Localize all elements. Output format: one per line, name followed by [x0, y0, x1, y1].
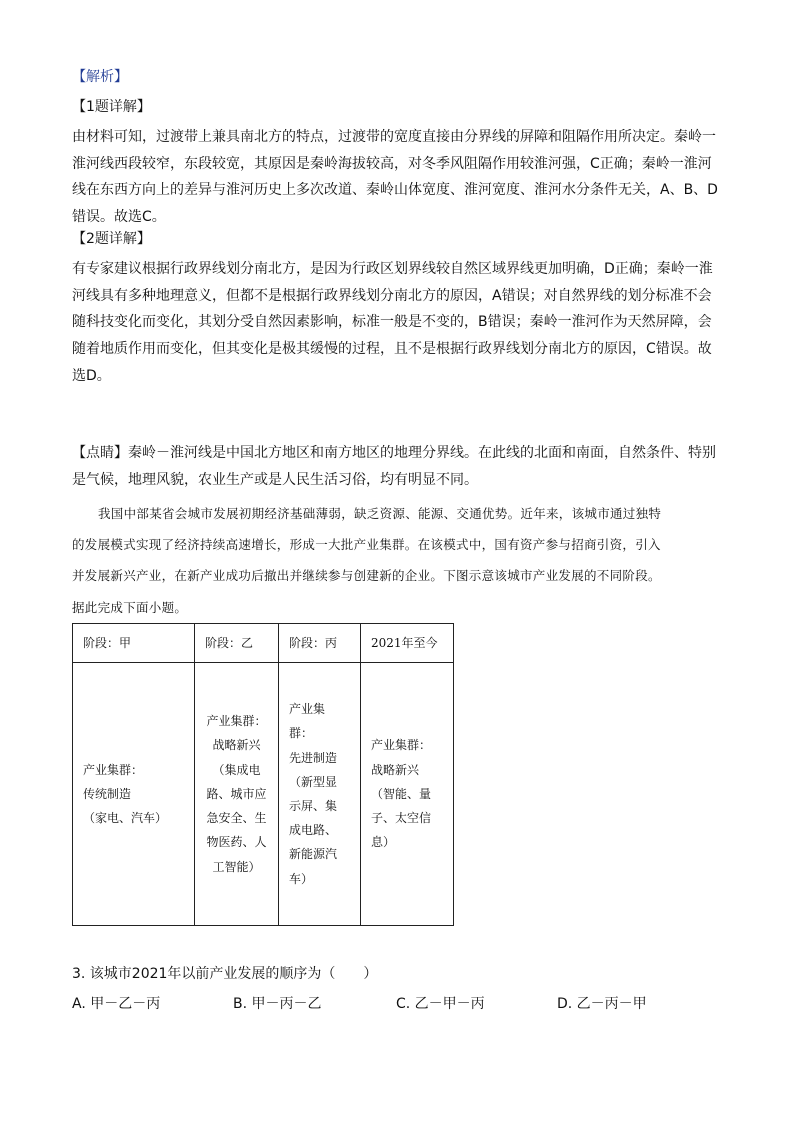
text-line: 并发展新兴产业，在新产业成功后撤出并继续参与创建新的企业。下图示意该城市产业发展的不同阶段。: [72, 568, 661, 584]
text-line: 据此完成下面小题。: [72, 599, 188, 615]
text-line: 是气候，地理风貌，农业生产或是人民生活习俗，均有明显不同。: [72, 471, 478, 488]
table-header-cell: 阶段：乙: [195, 624, 279, 663]
text-line: [72, 440, 724, 467]
table-header-cell: 阶段：丙: [279, 624, 361, 663]
analysis-title: 【解析】: [72, 69, 128, 85]
material-passage: [72, 498, 724, 623]
table-cell: 产业集群： 战略新兴 （智能、量 子、太空信 息）: [361, 663, 454, 926]
text-line: 选D。: [72, 367, 111, 384]
option-a[interactable]: A. 甲－乙－丙: [72, 996, 161, 1012]
table-cell: 产业集 群： 先进制造 （新型显 示屏、集 成电路、 新能源汽 车）: [279, 663, 361, 926]
point-text: 秦岭－淮河线是中国北方地区和南方地区的地理分界线。在此线的北面和南面，自然条件、特别: [128, 445, 716, 461]
text-line: 随科技变化而变化，其划分受自然因素影响，标准一般是不变的，B错误；秦岭一淮河作为天然屏障，会: [72, 314, 712, 331]
table-cell: 产业集群： 传统制造 （家电、汽车）: [73, 663, 195, 926]
text-line: 有专家建议根据行政界线划分南北方，是因为行政区划界线较自然区域界线更加明确，D正确；秦岭一淮: [72, 261, 713, 277]
text-line: 线在东西方向上的差异与淮河历史上多次改道、秦岭山体宽度、淮河宽度、淮河水分条件无关，A、B、D: [72, 182, 718, 199]
point-heading: 【点睛】: [72, 445, 128, 461]
text-line: 淮河线西段较窄，东段较宽，其原因是秦岭海拔较高，对冬季风阻隔作用较淮河强，C正确；秦岭一淮河: [72, 155, 712, 172]
industry-stage-table: [72, 623, 454, 926]
q2-explanation: [72, 256, 724, 390]
text-line: 我国中部某省会城市发展初期经济基础薄弱，缺乏资源、能源、交通优势。近年来，该城市通过独特: [98, 506, 662, 521]
option-d[interactable]: D. 乙－丙－甲: [557, 996, 647, 1012]
text-line: 的发展模式实现了经济持续高速增长，形成一大批产业集群。在该模式中，国有资产参与招商引资，引入: [72, 537, 661, 553]
text-line: 河线具有多种地理意义，但都不是根据行政界线划分南北方的原因，A错误；对自然界线的划分标准不会: [72, 287, 712, 304]
table-row: [73, 663, 454, 926]
table-header-cell: 阶段：甲: [73, 624, 195, 663]
point-section: [72, 440, 724, 493]
text-line: 由材料可知，过渡带上兼具南北方的特点，过渡带的宽度直接由分界线的屏障和阻隔作用所决定。秦岭一: [72, 129, 716, 145]
table-header-cell: 2021年至今: [361, 624, 454, 663]
q1-heading: 【1题详解】: [72, 99, 151, 115]
text-line: 随着地质作用而变化，但其变化是极其缓慢的过程，且不是根据行政界线划分南北方的原因，C错误。故: [72, 341, 712, 358]
option-b[interactable]: B. 甲－丙－乙: [233, 996, 322, 1012]
question-stem: 3. 该城市2021年以前产业发展的顺序为（ ）: [72, 966, 378, 982]
text-line: 错误。故选C。: [72, 209, 166, 226]
option-c[interactable]: C. 乙－甲－丙: [396, 996, 485, 1012]
q2-heading: 【2题详解】: [72, 231, 151, 247]
table-header-row: [73, 624, 454, 663]
table-cell: 产业集群： 战略新兴 （集成电 路、城市应 急安全、生 物医药、人 工智能）: [195, 663, 279, 926]
q1-explanation: [72, 124, 724, 231]
